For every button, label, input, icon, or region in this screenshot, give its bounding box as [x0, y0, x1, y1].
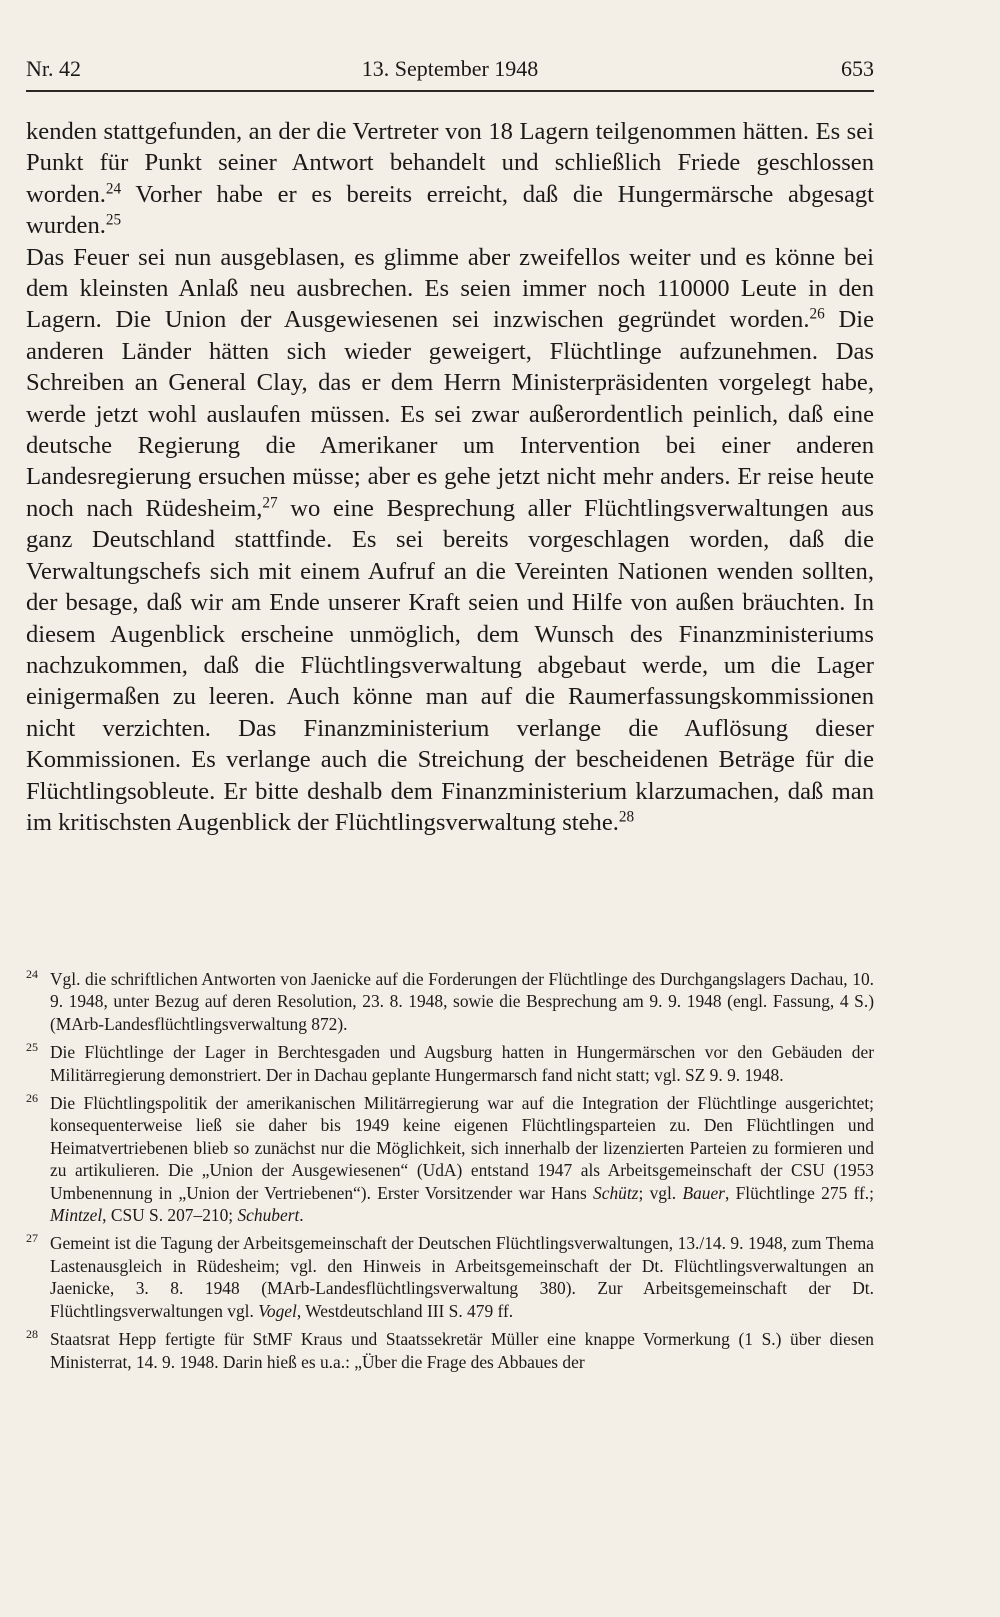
paragraph-1-text-b: Vorher habe er es bereits erreicht, daß die Hungermärsche abgesagt wurden. [26, 180, 874, 240]
footnote-ref-24: 24 [105, 180, 122, 198]
footnote-text-part: , Westdeutschland III S. 479 ff. [296, 1300, 514, 1321]
footnote-28 [26, 1328, 874, 1373]
author-name: Schütz [593, 1182, 639, 1203]
footnote-number: 28 [26, 1327, 38, 1342]
paragraph-2 [26, 242, 874, 839]
footnote-text-part: , Flüchtlinge 275 ff.; [724, 1182, 874, 1203]
footnote-text: Die Flüchtlinge der Lager in Berchtesgaden und Augsburg hatten in Hungermärschen vor den Gebäuden der Militärregierung demonstriert. Der in Dachau geplante Hungermarsch fand nicht statt; vgl. SZ 9. 9. 1948. [50, 1042, 874, 1085]
footnote-number: 27 [26, 1231, 38, 1246]
main-text [26, 116, 874, 838]
footnote-26 [26, 1092, 874, 1226]
footnote-text [50, 1092, 874, 1226]
paragraph-1-text-a: kenden stattgefunden, an der die Vertreter von 18 Lagern teilgenommen hätten. Es sei Punkt für Punkt seiner Antwort behandelt und schließlich Friede geschlossen worden. [26, 118, 874, 208]
issue-number: Nr. 42 [26, 56, 81, 81]
author-name: Bauer [682, 1182, 725, 1203]
header-rule [26, 90, 874, 92]
paragraph-1 [26, 116, 874, 242]
footnote-number: 25 [26, 1040, 38, 1055]
footnote-text-part: Die Flüchtlingspolitik der amerikanischen Militärregierung war auf die Integration der Flüchtlinge ausgerichtet; konsequenterweise ließ sie daher bis 1949 keine eigenen Flüchtlingsparteien zu. Den Flüchtlingen und Heimatvertriebenen blieb so zunächst nur die Möglichkeit, sich innerhalb der lizenzierten Parteien zu formieren und zu artikulieren. Die „Union der Ausgewiesenen“ (UdA) entstand 1947 als Arbeitsgemeinschaft der CSU (1953 Umbenennung in „Union der Vertriebenen“). Erster Vorsitzender war Hans [50, 1093, 874, 1203]
header-date: 13. September 1948 [361, 56, 539, 81]
footnote-text-part: ; vgl. [638, 1182, 683, 1203]
footnote-text: Vgl. die schriftlichen Antworten von Jaenicke auf die Forderungen der Flüchtlinge des Durchgangslagers Dachau, 10. 9. 1948, unter Bezug auf deren Resolution, 23. 8. 1948, sowie die Besprechung am 9. 9. 1948 (engl. Fassung, 4 S.) (MArb-Landesflüchtlingsverwaltung 872). [50, 969, 874, 1034]
author-name: Schubert [237, 1205, 300, 1226]
footnotes [26, 968, 874, 1379]
footnote-24 [26, 968, 874, 1035]
paragraph-2-text-a: Das Feuer sei nun ausgeblasen, es glimme aber zweifellos weiter und es könne bei dem kleinsten Anlaß neu ausbrechen. Es seien immer noch 110000 Leute in den Lagern. Die Union der Ausgewiesenen sei inzwischen gegründet worden. [26, 243, 874, 334]
running-header [26, 52, 874, 88]
footnote-number: 24 [26, 967, 38, 981]
paragraph-2-text-b: Die anderen Länder hätten sich wieder geweigert, Flüchtlinge aufzunehmen. Das Schreiben an General Clay, das er dem Herrn Ministerpräsidenten vorgelegt habe, werde jetzt wohl auslaufen müssen. Es sei zwar außerordentlich peinlich, daß eine deutsche Regierung die Amerikaner um Intervention bei einer anderen Landesregierung ersuchen müsse; aber es gehe jetzt nicht mehr anders. Er reise heute noch nach Rüdesheim, [26, 306, 874, 522]
paragraph-2-text-c: wo eine Besprechung aller Flüchtlingsverwaltungen aus ganz Deutschland stattfinde. Es sei bereits vorgeschlagen worden, daß die Verwaltungschefs sich mit einem Aufruf an die Vereinten Nationen wenden sollten, der besage, daß wir am Ende unserer Kraft seien und Hilfe von außen bräuchten. In diesem Augenblick erscheine unmöglich, dem Wunsch des Finanzministeriums nachzukommen, daß die Flüchtlingsverwaltung abgebaut werde, um die Lager einigermaßen zu leeren. Auch könne man auf die Raumerfassungskommissionen nicht verzichten. Das Finanzministerium verlange die Auflösung dieser Kommissionen. Es verlange auch die Streichung der bescheidenen Beträge für die Flüchtlingsobleute. Er bitte deshalb dem Finanzministerium klarzumachen, daß man im kritischsten Augenblick der Flüchtlingsverwaltung stehe. [26, 494, 875, 836]
footnote-text-part: . [299, 1205, 304, 1226]
author-name: Mintzel [50, 1205, 103, 1226]
author-name: Vogel [258, 1300, 297, 1321]
footnote-ref-27: 27 [262, 494, 278, 512]
footnote-number: 26 [26, 1091, 38, 1106]
footnote-text: Staatsrat Hepp fertigte für StMF Kraus und Staatssekretär Müller eine knappe Vormerkung (1 S.) über diesen Ministerrat, 14. 9. 1948. Darin hieß es u.a.: „Über die Frage des Abbaues der [50, 1329, 874, 1372]
footnote-27 [26, 1232, 874, 1322]
footnote-ref-28: 28 [618, 808, 635, 826]
footnote-text-part: Gemeint ist die Tagung der Arbeitsgemeinschaft der Deutschen Flüchtlingsverwaltungen, 13./14. 9. 1948, zum Thema Lastenausgleich in Rüdesheim; vgl. den Hinweis in Arbeitsgemeinschaft der Dt. Flüchtlingsverwaltungen an Jaenicke, 3. 8. 1948 (MArb-Landesflüchtlingsverwaltung 380). Zur Arbeitsgemeinschaft der Dt. Flüchtlingsverwaltungen vgl. [50, 1233, 874, 1321]
footnote-text [50, 1232, 874, 1322]
footnote-text-part: , CSU S. 207–210; [102, 1205, 238, 1226]
footnote-ref-25: 25 [105, 211, 122, 229]
page-number: 653 [841, 56, 874, 81]
footnote-25 [26, 1041, 874, 1086]
footnote-ref-26: 26 [809, 306, 825, 324]
